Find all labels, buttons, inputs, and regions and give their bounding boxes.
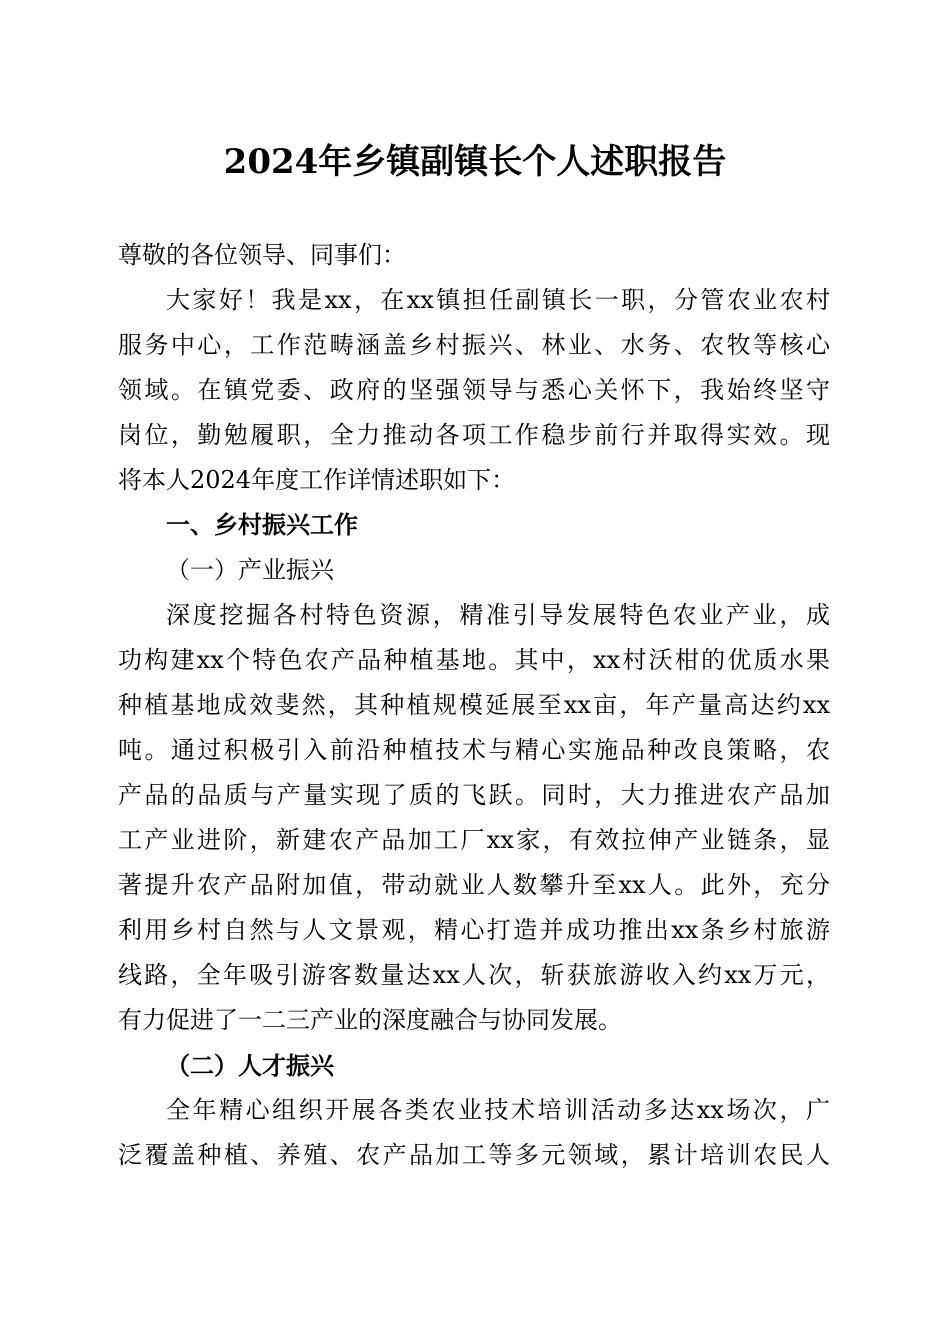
- intro-line: 岗位，勤勉履职，全力推动各项工作稳步前行并取得实效。现: [118, 421, 830, 449]
- document-title: 2024年乡镇副镇长个人述职报告: [223, 142, 727, 182]
- document-body: [118, 233, 830, 1178]
- paragraph-line: 线路，全年吸引游客数量达xx人次，斩获旅游收入约xx万元，: [118, 961, 830, 989]
- paragraph-line: 全年精心组织开展各类农业技术培训活动多达xx场次，广: [166, 1096, 830, 1124]
- paragraph-line: 著提升农产品附加值，带动就业人数攀升至xx人。此外，充分: [118, 871, 830, 899]
- intro-line: 服务中心，工作范畴涵盖乡村振兴、林业、水务、农牧等核心: [118, 331, 830, 359]
- paragraph-line: 种植基地成效斐然，其种植规模延展至xx亩，年产量高达约xx: [118, 691, 830, 719]
- paragraph-line: 工产业进阶，新建农产品加工厂xx家，有效拉伸产业链条，显: [118, 826, 830, 854]
- subsection-heading: （一）产业振兴: [166, 556, 334, 584]
- subsection-heading: （二）人才振兴: [166, 1051, 334, 1080]
- section-heading: 一、乡村振兴工作: [166, 511, 358, 539]
- intro-line: 领域。在镇党委、政府的坚强领导与悉心关怀下，我始终坚守: [118, 376, 830, 404]
- paragraph-line: 泛覆盖种植、养殖、农产品加工等多元领域，累计培训农民人: [118, 1141, 830, 1169]
- paragraph-line: 深度挖掘各村特色资源，精准引导发展特色农业产业，成: [166, 601, 830, 629]
- intro-line: 大家好！我是xx，在xx镇担任副镇长一职，分管农业农村: [166, 286, 830, 314]
- paragraph-line: 有力促进了一二三产业的深度融合与协同发展。: [118, 1006, 622, 1034]
- salutation: 尊敬的各位领导、同事们：: [118, 241, 406, 269]
- intro-line: 将本人2024年度工作详情述职如下：: [118, 466, 516, 494]
- paragraph-line: 吨。通过积极引入前沿种植技术与精心实施品种改良策略，农: [118, 736, 830, 764]
- paragraph-line: 利用乡村自然与人文景观，精心打造并成功推出xx条乡村旅游: [118, 916, 830, 944]
- paragraph-line: 产品的品质与产量实现了质的飞跃。同时，大力推进农产品加: [118, 781, 830, 809]
- paragraph-line: 功构建xx个特色农产品种植基地。其中，xx村沃柑的优质水果: [118, 646, 830, 674]
